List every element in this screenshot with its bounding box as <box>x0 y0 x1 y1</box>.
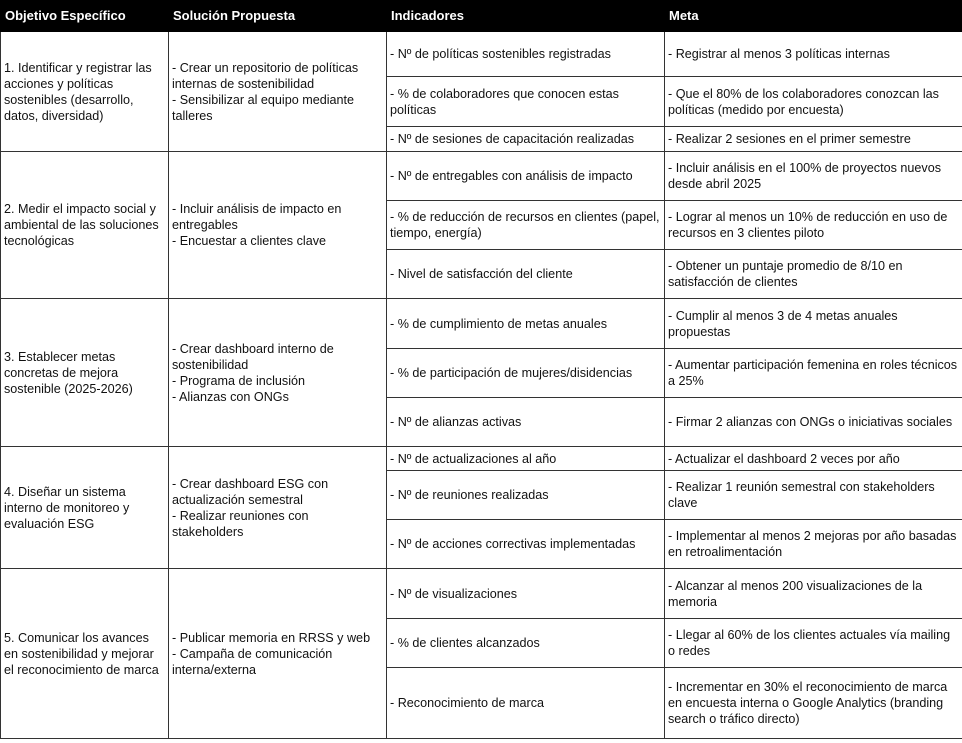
table-row <box>1 152 962 201</box>
solution-cell: - Publicar memoria en RRSS y web - Campaña de comunicación interna/externa <box>169 569 387 739</box>
header-objective: Objetivo Específico <box>1 1 169 32</box>
indicator-cell: - % de participación de mujeres/disidencias <box>387 349 665 398</box>
goal-cell: - Lograr al menos un 10% de reducción en uso de recursos en 3 clientes piloto <box>665 201 962 250</box>
goal-cell: - Actualizar el dashboard 2 veces por año <box>665 447 962 471</box>
table-row <box>1 569 962 619</box>
indicator-cell: - % de cumplimiento de metas anuales <box>387 299 665 349</box>
goal-cell: - Obtener un puntaje promedio de 8/10 en satisfacción de clientes <box>665 250 962 299</box>
solution-cell: - Crear un repositorio de políticas internas de sostenibilidad - Sensibilizar al equipo mediante talleres <box>169 32 387 152</box>
goal-cell: - Incrementar en 30% el reconocimiento de marca en encuesta interna o Google Analytics (branding search o tráfico directo) <box>665 668 962 739</box>
indicator-cell: - Nivel de satisfacción del cliente <box>387 250 665 299</box>
objective-cell: 3. Establecer metas concretas de mejora sostenible (2025-2026) <box>1 299 169 447</box>
indicator-cell: - % de colaboradores que conocen estas políticas <box>387 77 665 127</box>
goal-cell: - Cumplir al menos 3 de 4 metas anuales propuestas <box>665 299 962 349</box>
goal-cell: - Aumentar participación femenina en roles técnicos a 25% <box>665 349 962 398</box>
objective-cell: 2. Medir el impacto social y ambiental de las soluciones tecnológicas <box>1 152 169 299</box>
objective-cell: 1. Identificar y registrar las acciones y políticas sostenibles (desarrollo, datos, diversidad) <box>1 32 169 152</box>
solution-cell: - Crear dashboard interno de sostenibilidad - Programa de inclusión - Alianzas con ONGs <box>169 299 387 447</box>
solution-cell: - Crear dashboard ESG con actualización semestral - Realizar reuniones con stakeholders <box>169 447 387 569</box>
goal-cell: - Realizar 2 sesiones en el primer semestre <box>665 127 962 152</box>
objective-cell: 5. Comunicar los avances en sostenibilidad y mejorar el reconocimiento de marca <box>1 569 169 739</box>
indicator-cell: - Nº de políticas sostenibles registradas <box>387 32 665 77</box>
table-row <box>1 447 962 471</box>
indicator-cell: - Nº de acciones correctivas implementadas <box>387 520 665 569</box>
goal-cell: - Registrar al menos 3 políticas internas <box>665 32 962 77</box>
header-row <box>1 1 962 32</box>
goal-cell: - Realizar 1 reunión semestral con stakeholders clave <box>665 471 962 520</box>
indicator-cell: - Nº de reuniones realizadas <box>387 471 665 520</box>
header-solution: Solución Propuesta <box>169 1 387 32</box>
indicator-cell: - Nº de sesiones de capacitación realizadas <box>387 127 665 152</box>
goal-cell: - Que el 80% de los colaboradores conozcan las políticas (medido por encuesta) <box>665 77 962 127</box>
indicator-cell: - Nº de alianzas activas <box>387 398 665 447</box>
objective-cell: 4. Diseñar un sistema interno de monitoreo y evaluación ESG <box>1 447 169 569</box>
indicator-cell: - Nº de actualizaciones al año <box>387 447 665 471</box>
goal-cell: - Alcanzar al menos 200 visualizaciones de la memoria <box>665 569 962 619</box>
goal-cell: - Incluir análisis en el 100% de proyectos nuevos desde abril 2025 <box>665 152 962 201</box>
indicator-cell: - Nº de entregables con análisis de impacto <box>387 152 665 201</box>
header-goal: Meta <box>665 1 962 32</box>
goal-cell: - Implementar al menos 2 mejoras por año basadas en retroalimentación <box>665 520 962 569</box>
indicator-cell: - Reconocimiento de marca <box>387 668 665 739</box>
table-row <box>1 32 962 77</box>
header-indicators: Indicadores <box>387 1 665 32</box>
indicator-cell: - % de reducción de recursos en clientes (papel, tiempo, energía) <box>387 201 665 250</box>
solution-cell: - Incluir análisis de impacto en entregables - Encuestar a clientes clave <box>169 152 387 299</box>
indicator-cell: - % de clientes alcanzados <box>387 619 665 668</box>
indicator-cell: - Nº de visualizaciones <box>387 569 665 619</box>
table-row <box>1 299 962 349</box>
goal-cell: - Firmar 2 alianzas con ONGs o iniciativas sociales <box>665 398 962 447</box>
goal-cell: - Llegar al 60% de los clientes actuales vía mailing o redes <box>665 619 962 668</box>
